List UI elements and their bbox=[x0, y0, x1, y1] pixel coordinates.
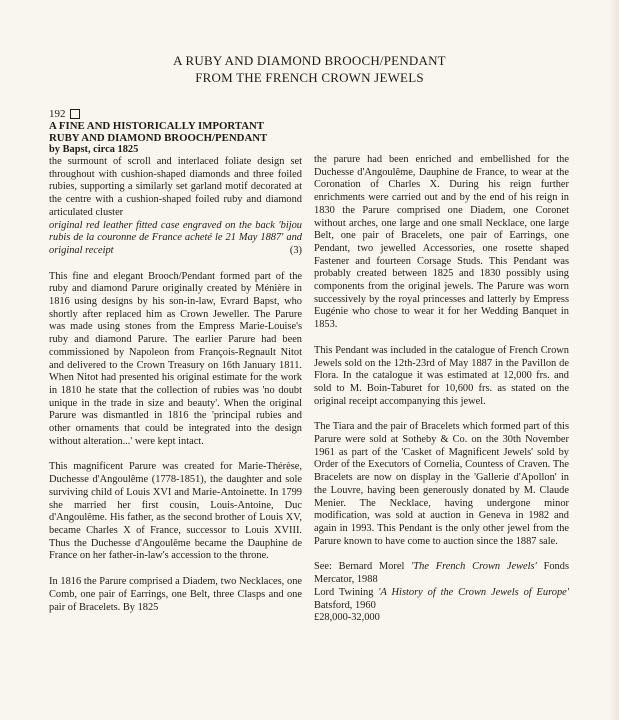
history-paragraph-5: This Pendant was included in the catalogue of French Crown Jewels sold on the 12th-23rd of May 1887 in the Pavillon de Flora. In the catalogue it was estimated at 12,000 frs. and sold to M. Boin-Taburet for 10,600 frs. as stated on the original receipt accompanying this jewel. bbox=[314, 344, 569, 407]
checkbox-square-icon bbox=[70, 109, 80, 119]
lot-description: the surmount of scroll and interlaced foliate design set throughout with cushion-shaped diamonds and three foiled rubies, supporting a similarly set garland motif decorated at the centre with a cushion-shaped foiled ruby and diamond articulated cluster bbox=[49, 156, 302, 218]
reference-1-prefix: See: Bernard Morel bbox=[314, 561, 412, 573]
lot-title-line-2: RUBY AND DIAMOND BROOCH/PENDANT bbox=[49, 132, 268, 144]
header-line-1: A RUBY AND DIAMOND BROOCH/PENDANT bbox=[173, 53, 446, 68]
reference-2-suffix: Batsford, 1960 bbox=[314, 599, 376, 611]
history-paragraph-6: The Tiara and the pair of Bracelets which formed part of this Parure were sold at Sotheby & Co. on the 30th November 1961 as part of the 'Casket of Magnificent Jewels' sold by Order of the Executors of Cornelia, Countess of Craven. The Bracelets are now on display in the 'Gallerie d'Apollon' in the Louvre, having been generously donated by M. Claude Menier. The Necklace, having undergone minor modification, was sold at auction in Geneva in 1982 and again in 1993. This Pendant is the only other jewel from the Parure known to have come to auction since the 1887 sale. bbox=[314, 421, 569, 547]
history-paragraph-1: This fine and elegant Brooch/Pendant formed part of the ruby and diamond Parure originally created by Ménière in 1816 using designs by his son-in-law, Evrard Bapst, who shortly after replaced him as Crown Jeweller. The Parure was made using stones from the Empress Marie-Louise's ruby and diamond Parure. The earlier Parure had been commissioned by Napoleon from François-Regnault Nitot and delivered to the Crown Treasury on 16th January 1811. When Nitot had presented his original estimate for the work in 1810 he state that the collection of rubies was 'no doubt unique in the trade in size and beauty'. When the original Parure was dismantled in 1816 the 'principal rubies and other ornaments that could be integrated into the design without alteration...' were kept intact. bbox=[49, 270, 302, 447]
price-estimate: £28,000-32,000 bbox=[314, 612, 380, 624]
history-paragraph-2: This magnificent Parure was created for Marie-Thérèse, Duchesse d'Angoulême (1778-1851), the daughter and sole surviving child of Louis XVI and Marie-Antoinette. In 1799 she married her first cousin, Louis-Antoine, Duc d'Angoulême. His father, as the second brother of Louis XV, became Charles X of France, successor to Louis XVIII. Thus the Duchesse d'Angoulême became the Dauphine de France on her father-in-law's accession to the throne. bbox=[49, 461, 302, 562]
reference-1 bbox=[314, 561, 569, 586]
right-column bbox=[314, 154, 569, 625]
left-column bbox=[49, 108, 302, 614]
reference-2-prefix: Lord Twining bbox=[314, 586, 379, 598]
header-line-2: FROM THE FRENCH CROWN JEWELS bbox=[195, 70, 424, 85]
reference-1-suffix: Fonds Mercator, 1988 bbox=[314, 561, 569, 586]
reference-2 bbox=[314, 587, 569, 612]
reference-2-title: 'A History of the Crown Jewels of Europe' bbox=[378, 586, 569, 598]
item-count: (3) bbox=[289, 244, 302, 256]
history-paragraph-3: In 1816 the Parure comprised a Diadem, two Necklaces, one Comb, one pair of Earrings, one Belt, three Clasps and one pair of Bracelets. By 1825 bbox=[49, 576, 302, 613]
page-header bbox=[0, 52, 619, 86]
lot-maker: by Bapst, circa 1825 bbox=[49, 144, 139, 155]
lot-number-row bbox=[49, 108, 302, 120]
history-paragraph-4: the parure had been enriched and embellished for the Duchesse d'Angoulême, Dauphine de France, to wear at the Coronation of Charles X. During his reign further enrichments were carried out and by the end of his reign in 1830 the Parure comprised one Diadem, one Coronet without arches, one large and one small Necklace, one large Belt, one pair of Bracelets, one pair of Earrings, one Pendant, two jewelled Accessories, one rosette shaped Fastener and fourteen Corsage Studs. This Pendant was probably created between 1825 and 1830 possibly using components from the original jewels. The Parure was worn successively by the royal princesses and latterly by Empress Eugénie who chose to wear it for her Wedding Banquet in 1853. bbox=[314, 154, 569, 331]
page-edge-shadow bbox=[609, 0, 619, 720]
case-inscription: original red leather fitted case engraved on the back 'bijou rubis de la couronne de France acheté le 21 May 1887' and original receipt bbox=[49, 219, 302, 256]
lot-title-line-1: A FINE AND HISTORICALLY IMPORTANT bbox=[49, 120, 264, 132]
reference-1-title: 'The French Crown Jewels' bbox=[411, 561, 537, 573]
case-inscription-row bbox=[49, 220, 302, 258]
lot-number: 192 bbox=[49, 108, 66, 120]
